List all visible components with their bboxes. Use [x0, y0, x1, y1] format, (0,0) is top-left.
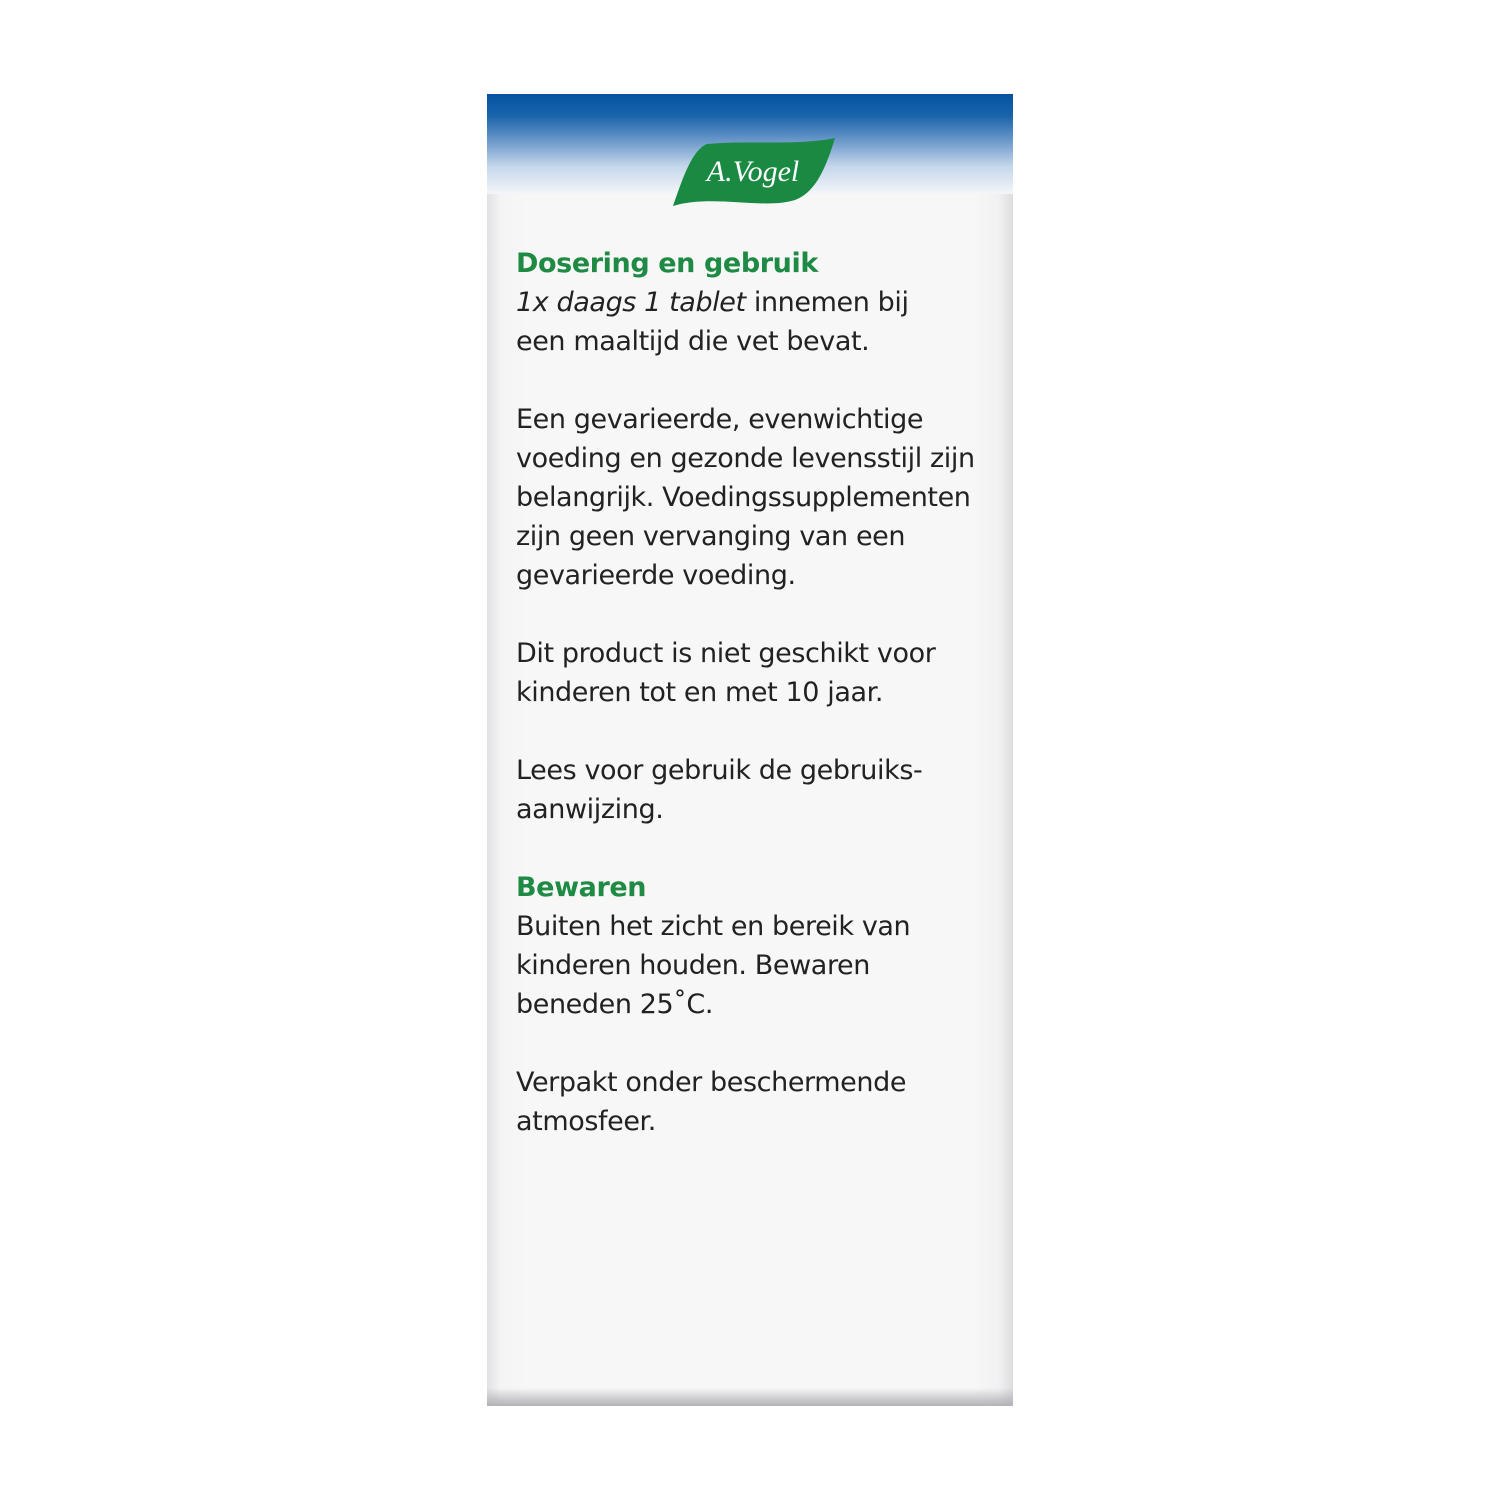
text-line: kinderen tot en met 10 jaar.	[516, 677, 884, 708]
text-line: Lees voor gebruik de gebruiks-	[516, 755, 923, 786]
text-line: Dit product is niet geschikt voor	[516, 638, 936, 669]
instructions-paragraph	[516, 751, 986, 829]
text-line: kinderen houden. Bewaren	[516, 950, 870, 981]
text-line: aanwijzing.	[516, 794, 664, 825]
storage-paragraph	[516, 907, 986, 1024]
dosage-instruction: innemen bij	[745, 287, 909, 318]
dosage-heading: Dosering en gebruik	[516, 248, 818, 279]
text-line: gevarieerde voeding.	[516, 560, 796, 591]
product-package-side	[487, 94, 1013, 1406]
label-text-content	[516, 244, 986, 1180]
text-line: atmosfeer.	[516, 1106, 656, 1137]
children-warning-paragraph	[516, 634, 986, 712]
text-line: voeding en gezonde levensstijl zijn	[516, 443, 975, 474]
logo-text: A.Vogel	[706, 155, 800, 188]
avogel-logo	[667, 138, 837, 208]
text-line: beneden 25˚C.	[516, 989, 714, 1020]
text-line: belangrijk. Voedingssupplementen	[516, 482, 971, 513]
text-line: Een gevarieerde, evenwichtige	[516, 404, 924, 435]
dosage-paragraph	[516, 283, 986, 361]
packaging-paragraph	[516, 1063, 986, 1141]
text-line: Verpakt onder beschermende	[516, 1067, 907, 1098]
text-line: zijn geen vervanging van een	[516, 521, 906, 552]
dosage-amount: 1x daags 1 tablet	[516, 287, 746, 318]
text-line: Buiten het zicht en bereik van	[516, 911, 911, 942]
dosage-meal-line: een maaltijd die vet bevat.	[516, 326, 870, 357]
nutrition-paragraph	[516, 400, 986, 595]
storage-heading: Bewaren	[516, 872, 647, 903]
